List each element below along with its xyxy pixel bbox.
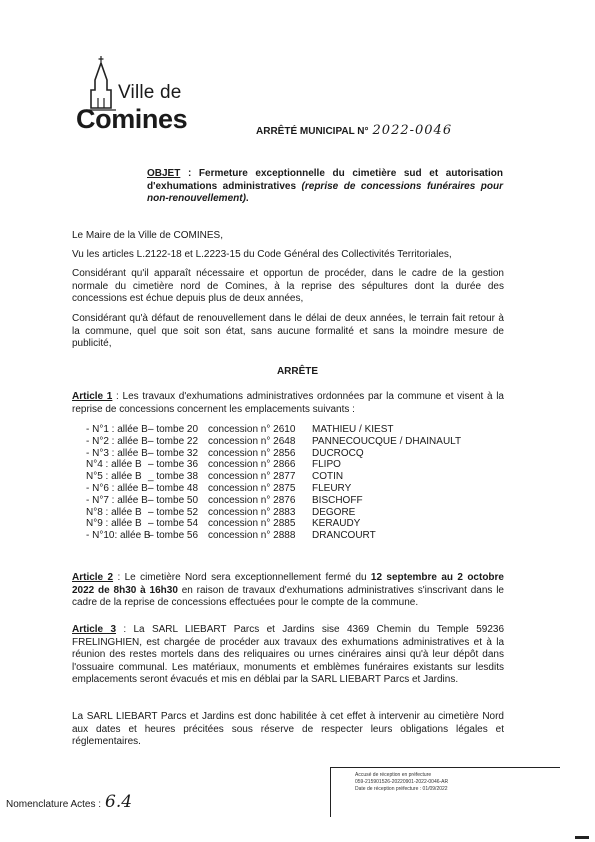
arrete-title	[256, 123, 452, 138]
tombe-label: – tombe 20	[148, 424, 199, 435]
tombe-label: – tombe 22	[148, 435, 199, 447]
stamp-line-3: Date de réception préfecture : 01/09/2022	[355, 786, 448, 792]
article-1-text: : Les travaux d'exhumations administratives ordonnées par la commune et visent à la reprise de concessions concernent les emplacements suivants :	[72, 391, 504, 415]
stamp-line-1: Accusé de réception en préfecture	[355, 772, 432, 778]
concession-id: concession n° 2856	[208, 447, 296, 459]
concession-id: concession n° 2875	[208, 482, 296, 494]
concession-row	[86, 518, 472, 530]
tombe-label: – tombe 50	[148, 494, 199, 506]
concession-id: concession n° 2648	[208, 435, 296, 447]
concession-number: - N°2 : allée B	[86, 435, 148, 447]
arrete-heading: ARRÊTE	[276, 366, 319, 377]
nomenclature-value: 6.4	[105, 792, 133, 812]
logo-ville-text: Ville de	[118, 82, 182, 103]
prefecture-stamp	[330, 767, 560, 817]
article-1-intro	[72, 391, 504, 416]
concession-id: concession n° 2885	[208, 518, 296, 530]
tombe-label: – tombe 52	[148, 506, 199, 518]
page-edge-mark	[575, 836, 589, 839]
concession-id: concession n° 2888	[208, 530, 296, 542]
nomenclature-actes	[6, 792, 132, 812]
article-1-label: Article 1	[72, 391, 113, 402]
maire-line: Le Maire de la Ville de COMINES,	[72, 230, 223, 241]
tombe-label: _ tombe 38	[148, 471, 199, 483]
concession-family-name: DEGORE	[312, 506, 356, 518]
article-2	[72, 572, 504, 610]
vu-articles: Vu les articles L.2122-18 et L.2223-15 du Code Général des Collectivités Territoriales,	[72, 249, 452, 260]
article-3-continued: La SARL LIEBART Parcs et Jardins est donc habilitée à cet effet à intervenir au cimetière Nord aux dates et heures précitées sous réserve de respecter leurs obligations légales et réglementaires.	[72, 711, 504, 747]
concession-row	[86, 495, 472, 507]
concession-row	[86, 424, 472, 436]
article-2-text-a: : Le cimetière Nord sera exceptionnellement fermé du	[113, 572, 371, 583]
concession-family-name: KERAUDY	[312, 518, 361, 530]
logo-comines-text: Comines	[76, 104, 188, 134]
concession-family-name: DRANCOURT	[312, 530, 376, 542]
objet-label: OBJET	[147, 168, 181, 179]
tombe-label: – tombe 36	[148, 459, 199, 471]
objet-paren: (reprise de concessions funéraires pour non-renouvellement)	[147, 180, 504, 204]
concession-id: concession n° 2877	[208, 471, 296, 483]
objet-block	[147, 168, 503, 206]
ville-de-comines-logo	[76, 54, 206, 138]
concession-family-name: FLIPO	[312, 459, 341, 471]
concession-id: concession n° 2610	[208, 424, 296, 435]
concession-row	[86, 448, 472, 460]
article-3	[72, 624, 504, 687]
concession-row	[86, 459, 472, 471]
article-2-dates: 12 septembre au 2 octobre 2022 de 8h30 à 16h30	[72, 572, 504, 596]
concessions-list	[86, 424, 472, 542]
concession-row	[86, 471, 472, 483]
article-2-label: Article 2	[72, 572, 114, 583]
tombe-label: – tombe 32	[148, 447, 199, 459]
concession-number: N°5 : allée B	[86, 471, 142, 483]
considerant-2: Considérant qu'à défaut de renouvellement dans le délai de deux années, le terrain fait retour à la commune, quel que soit son état, sans aucune formalité et sans la moindre mesure de publicité,	[72, 313, 504, 349]
objet-text: Fermeture exceptionnelle du cimetière sud et autorisation d'exhumations administratives	[147, 168, 503, 192]
considerant-1: Considérant qu'il apparaît nécessaire et opportun de procéder, dans le cadre de la gestion normale du cimetière nord de Comines, à la reprise des sépultures dont la durée des concessions est échue depuis plus de deux années,	[72, 268, 504, 304]
tombe-label: – tombe 48	[148, 482, 199, 494]
concession-family-name: PANNECOUCQUE / DHAINAULT	[312, 435, 462, 447]
tombe-label: – tombe 54	[148, 518, 199, 530]
concession-number: - N°1 : allée B	[86, 424, 148, 435]
article-2-text-b: en raison de travaux d'exhumations administratives s'inscrivant dans le cadre de la reprise de concessions effectuées pour le compte de la commune.	[72, 584, 504, 608]
concession-family-name: BISCHOFF	[312, 494, 363, 506]
objet-sep: :	[180, 168, 199, 179]
arrete-number: 2022-0046	[372, 123, 453, 138]
concession-number: - N°10: allée B	[86, 530, 151, 542]
nomenclature-label: Nomenclature Actes :	[6, 799, 102, 810]
concession-number: N°4 : allée B	[86, 459, 142, 471]
concession-number: N°9 : allée B	[86, 518, 142, 530]
concession-family-name: FLEURY	[312, 482, 352, 494]
concession-row	[86, 436, 472, 448]
concession-number: N°8 : allée B	[86, 506, 142, 518]
concession-row	[86, 483, 472, 495]
stamp-line-2: 059-215901526-20220901-2022-0046-AR	[355, 779, 449, 785]
concession-id: concession n° 2876	[208, 494, 296, 506]
concession-number: - N°3 : allée B	[86, 447, 148, 459]
article-3-label: Article 3	[72, 624, 117, 635]
arrete-title-label: ARRÊTÉ MUNICIPAL N°	[256, 126, 369, 137]
concession-number: - N°6 : allée B	[86, 482, 148, 494]
tombe-label: – tombe 56	[148, 530, 199, 542]
concession-id: concession n° 2866	[208, 459, 296, 471]
concession-family-name: MATHIEU / KIEST	[312, 424, 394, 435]
concession-number: - N°7 : allée B	[86, 494, 148, 506]
concession-family-name: COTIN	[312, 471, 344, 483]
article-3-text: : La SARL LIEBART Parcs et Jardins sise 4369 Chemin du Temple 59236 FRELINGHIEN, est chargée de procéder aux travaux des exhumations administratives et à la réunion des restes mortels dans des reliquaires ou urnes cinéraires ainsi qu'à leur dépôt dans l'ossuaire communal. Les matériaux, monuments et emblèmes funéraires existants sur lesdits emplacements seront évacués et mis en déblai par la SARL LIEBART Parcs et Jardins.	[72, 624, 505, 685]
objet-end: .	[245, 193, 249, 204]
concession-family-name: DUCROCQ	[312, 447, 364, 459]
concession-id: concession n° 2883	[208, 506, 296, 518]
concession-row	[86, 530, 472, 542]
concession-row	[86, 507, 472, 519]
